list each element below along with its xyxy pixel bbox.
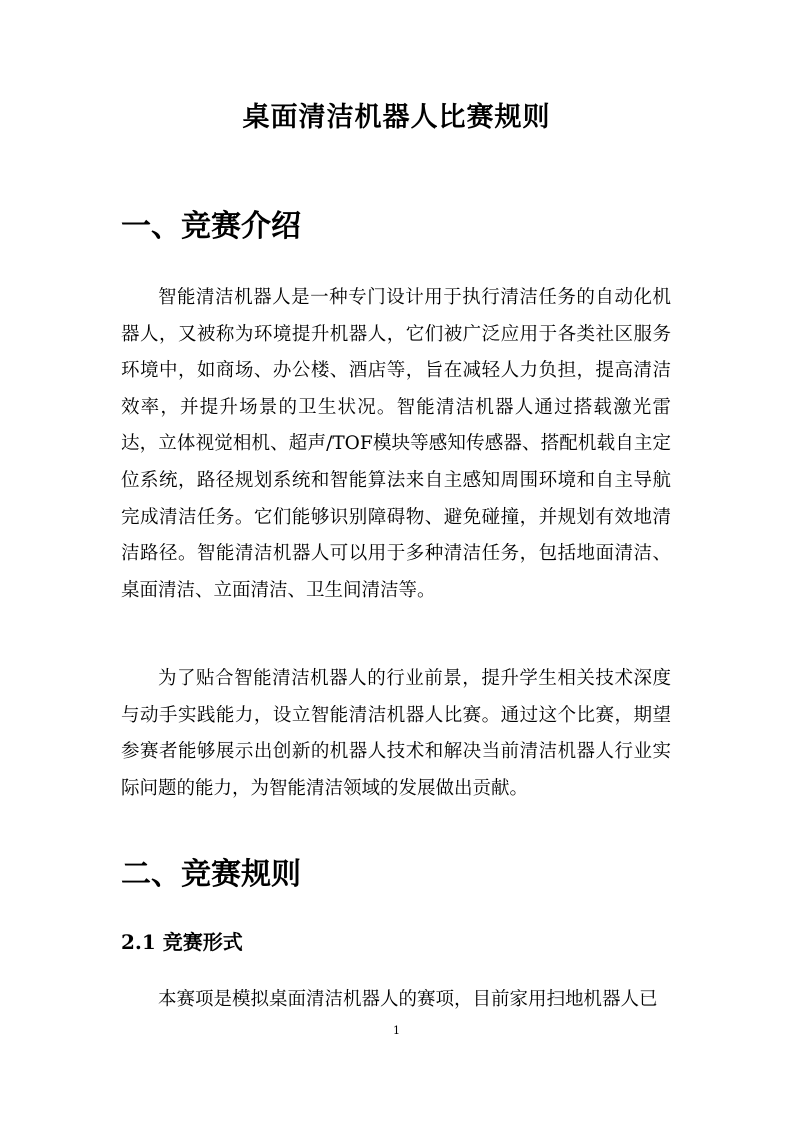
intro-paragraph-2: 为了贴合智能清洁机器人的行业前景，提升学生相关技术深度与动手实践能力，设立智能清洁机器人比赛。通过这个比赛，期望参赛者能够展示出创新的机器人技术和解决当前清洁机器人行业实际问题的能力，为智能清洁领域的发展做出贡献。 — [121, 668, 671, 799]
format-paragraph-1: 本赛项是模拟桌面清洁机器人的赛项，目前家用扫地机器人已 — [158, 989, 658, 1010]
page-number: 1 — [393, 1024, 400, 1037]
subsection-heading-format: 2.1 竞赛形式 — [121, 930, 243, 954]
section-heading-rules: 二、竞赛规则 — [121, 857, 301, 892]
section-heading-introduction: 一、竞赛介绍 — [121, 209, 301, 244]
document-title: 桌面清洁机器人比赛规则 — [242, 102, 551, 133]
intro-paragraph-1: 智能清洁机器人是一种专门设计用于执行清洁任务的自动化机器人，又被称为环境提升机器人，它们被广泛应用于各类社区服务环境中，如商场、办公楼、酒店等，旨在减轻人力负担，提高清洁效率，并提升场景的卫生状况。智能清洁机器人通过搭载激光雷达，立体视觉相机、超声/TOF模块等感知传感器、搭配机载自主定位系统，路径规划系统和智能算法来自主感知周围环境和自主导航完成清洁任务。它们能够识别障碍物、避免碰撞，并规划有效地清洁路径。智能清洁机器人可以用于多种清洁任务，包括地面清洁、桌面清洁、立面清洁、卫生间清洁等。 — [121, 287, 671, 601]
